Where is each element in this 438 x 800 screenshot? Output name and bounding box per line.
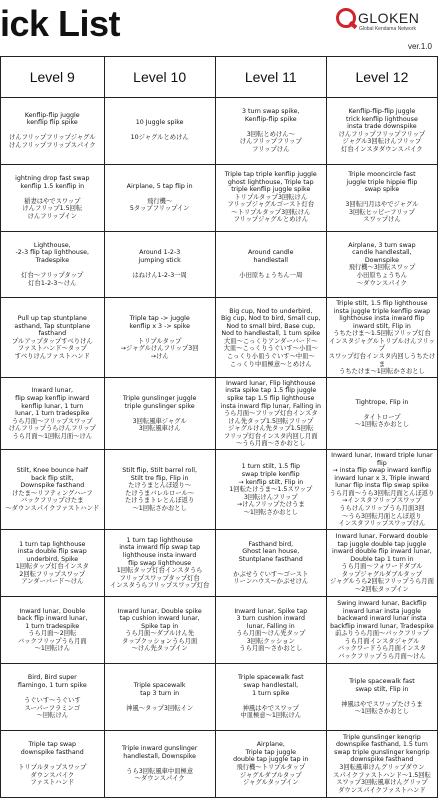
trick-cell: Triple tap -> juggle kenflip x 3 -> spike トリプルタップ →ジャグルけんフリップ3回 →けん — [104, 298, 215, 378]
trick-cell: Kenflip-flip juggle kenflip flip spike けんフリップフリップジャグル けんフリップフリップスパイク — [1, 97, 105, 164]
trick-cell: Triple tap swap downspike fasthand トリプルタップスワップ ダウンスパイク ファストハンド — [1, 731, 105, 798]
trick-cell: Triple inward gunslinger handlestall, Downspike うら3回転風車中皿極意 〜ダウンスパイク — [104, 731, 215, 798]
trick-list-table — [0, 56, 438, 798]
trick-cell: 1 turn stilt, 1.5 flip swap triple kenflip → kenflip stilt, Flip in 1回転たけうま〜1.5スワップ 3回転けんフリップ →けんフリップたけうま 〜1回転さかおとし — [215, 450, 326, 530]
trick-cell: Inward lunar, Spike tap 3 turn cushion inward lunar, Falling in うら月面〜けん先タップ 3回転クッション うら月面〜さかおとし — [215, 597, 326, 664]
trick-cell: Stilt flip, Stilt barrel roll, Stilt tre flip, Flip in たけうまとんぼ返り〜 たけうまバレルロール〜 たけうまトレとんぼ返り 〜1回転さかおとし — [104, 450, 215, 530]
trick-cell: Triple spacewalk tap 3 turn in 神風〜タップ3回転イン — [104, 664, 215, 731]
table-row — [1, 597, 438, 664]
trick-cell: Triple tap triple kenflip juggle ghost lighthouse, Triple tap triple kenflip juggle spike トリプルタップ3回転けん フリップジャグルゴースト灯台 〜トリプルタップ3回転けん フリップジャグルとめけん — [215, 164, 326, 231]
trick-cell: Around 1-2-3 jumping stick はねけん1-2-3一周 — [104, 231, 215, 298]
trick-cell: Airplane, 3 turn swap candle handlestall, Downspike 飛行機〜3回転スワップ 小田原ちょうちん 〜ダウンスパイク — [326, 231, 437, 298]
trick-list-body — [1, 57, 438, 798]
table-row — [1, 731, 438, 798]
trick-cell: Inward lunar, flip swap kenflip inward kenflip lunar, 1 turn lunar, 1 turn tradespike うら月面〜フリップスワップ けんフリップうらけんフリップ うら月面〜1回転月面〜けん — [1, 378, 105, 450]
gloken-logo-icon — [336, 8, 356, 28]
column-header-level-11: Level 11 — [215, 57, 326, 98]
column-header-level-10: Level 10 — [104, 57, 215, 98]
trick-cell: ightning drop fast swap kenflip 1.5 kenflip in 稲妻はやでスワップ けんフリップ1.5回転 けんフリップイン — [1, 164, 105, 231]
trick-cell: Big cup, Nod to underbird, Big cup, Nod to bird, Small cup, Nod to small bird, Base cup, Nod to handlestall, 1 turn spike 大皿〜こっくりアンダーバード〜 大皿〜こっくりうぐいす〜小皿〜 こっくり小皿うぐいす〜中皿〜 こっくり中皿極意〜とめけん — [215, 298, 326, 378]
trick-cell: Inward lunar, Double back flip inward lunar, 1 turn tradespike うら月面〜2回転 バックフリップうら月面 〜1回転けん — [1, 597, 105, 664]
trick-cell: Kenflip-flip-flip juggle trick kenflip lighthouse insta trade downspike けんフリップフリップフリップ ジャグル3回転けんフリップ 灯台インスタダウンスパイク — [326, 97, 437, 164]
trick-cell: Airplane, Triple tap juggle double tap juggle tap in 飛行機〜トリプルタップ ジャグルダブルタップ ジャグルタップイン — [215, 731, 326, 798]
trick-cell: Triple gunslinger juggle triple gunslinger spike 3回転風車ジャグル 3回転風車けん — [104, 378, 215, 450]
table-row — [1, 164, 438, 231]
trick-cell: Triple stilt, 1.5 flip lighthouse insta juggle triple kenflip swap lighthouse insta inward flip inward stilt, Flip in うちたけま〜1.5回転フリップ灯台 インスタジャグルトリプルけんフリップ スワップ灯台インスタ内回しうちたけま うちたけま〜1回転かさおとし — [326, 298, 437, 378]
trick-cell: Pull up tap stuntplane asthand, Tap stuntplane fasthand プルアップタップすべりけん ファストハンド〜タップ すべりけんファストハンド — [1, 298, 105, 378]
table-header-row — [1, 57, 438, 98]
table-row — [1, 97, 438, 164]
trick-cell: Lighthouse, -2-3 flip tap lighthouse, Tradespike 灯台〜フリップタップ 灯台1-2-3〜けん — [1, 231, 105, 298]
page-title: ick List — [0, 3, 121, 44]
table-row — [1, 450, 438, 530]
trick-cell: 3 turn swap spike, Kenflip-flip spike 3回転とめけん〜 けんフリップフリップ フリップけん — [215, 97, 326, 164]
trick-cell: Stilt, Knee bounce half back flip stilt, Downspike fasthand けたま〜リフティングハーフ バックフリップけたま 〜ダウンスパイクファストハンド — [1, 450, 105, 530]
table-row — [1, 231, 438, 298]
trick-cell: Inward lunar, Double spike tap cushion inward lunar, Spike tap in うら月面〜ダブルけん先 タップクッションうら月面 〜けん先タップイン — [104, 597, 215, 664]
trick-cell: Triple mooncircle fast juggle triple hippie flip swap spike 3回転円月はやでジャグル 3回転ヒッピーフリップ スワップけん — [326, 164, 437, 231]
table-row — [1, 378, 438, 450]
trick-cell: 1 turn tap lighthouse insta double flip swap underbird, Spike 1回転タップ灯台インスタ 2回転フリップスワップ アンダーバード〜けん — [1, 530, 105, 597]
trick-cell: Airplane, 5 tap flip in 飛行機〜 5タップフリップイン — [104, 164, 215, 231]
trick-cell: Triple spacewalk fast swap handlestall, 1 turn spike 神風はやでスワップ 中皿極意〜1回転けん — [215, 664, 326, 731]
table-row — [1, 530, 438, 597]
trick-cell: Triple gunslinger kenqrip downspike fasthand, 1.5 turn swap triple gunslinger kengrip downspike fasthand 3回転風車けんグリップダウン スパイクファストハンド〜1.5回転 スワップ3回転風車けんグリップ ダウンスパイクファストハンド — [326, 731, 437, 798]
trick-cell: Bird, Bird super flamingo, 1 turn spike うぐいす〜うぐいす スーパーフラミンゴ 〜回転けん — [1, 664, 105, 731]
trick-cell: Inward lunar, Inward triple lunar flip → insta flip swap inward kenflip inward lunar x 3, Triple inward lunar flip insta flip swap spike うら月面〜うら3回転月面とんぼ返り →インスタフリップスワップ うらけんフリップうら月面3回 〜うら3回転月面とんぼ返り インスタフリップスワップけん — [326, 450, 437, 530]
trick-cell: 1 turn tap lighthouse insta inward flip swap tap lighthouse insta inward flip swap lighthouse 1回転タップ灯台インスタうら フリップスワップタップ灯台 インスタうらフリップスワップ灯台 — [104, 530, 215, 597]
trick-cell: 10 Juggle spike 10ジャグルとめけん — [104, 97, 215, 164]
trick-cell: Triple spacewalk fast swap stilt, Flip in 神風はやでスワップたけうま 〜1回転さかおとし — [326, 664, 437, 731]
table-row — [1, 664, 438, 731]
trick-cell: Inward lunar, Flip lighthouse insta spike tap 1.5 flip juggle spike tap 1.5 flip lighthouse insta inward flip lunar, Falling in うら月面〜フリップ灯台インスタ けん先タップ1.5回転フリップ ジャグルけん先タップ1.5回転 フリップ灯台インスタ内回し月面 〜うら月面〜さかおとし — [215, 378, 326, 450]
trick-cell: Inward lunar, Forward double tap juggle double tap juggle inward double flip inward lunar, Double tap 1 turn in うら月面〜フォワードダブル タップジャグルダブルタップ ジャグルうら2回転フリップうら月面 〜2回転タップイン — [326, 530, 437, 597]
brand-tagline: Global Kendama Network — [359, 26, 416, 32]
column-header-level-9: Level 9 — [1, 57, 105, 98]
brand-name: GLOKEN — [358, 10, 420, 26]
trick-cell: Swing inward lunar, Backflip inward lunar insta juggle backward inward lunar insta backflip inward lunar, Tradespike 前ふりうら月面〜バックフリップ うら月面インスタジャグル バックワードうら月面インスタ バックフリップうら月面〜けん — [326, 597, 437, 664]
column-header-level-12: Level 12 — [326, 57, 437, 98]
trick-cell: Tightrope, Flip in タイトロープ 〜1回転さかおとし — [326, 378, 437, 450]
version-label: ver.1.0 — [407, 42, 432, 51]
table-row — [1, 298, 438, 378]
trick-cell: Around candle handlestall 小田原ちょうちん一周 — [215, 231, 326, 298]
trick-cell: Fasthand bird, Ghost lean house, Stuntplane fasthand かぶせうぐいす〜ゴースト リーンハウス〜かぶせけん — [215, 530, 326, 597]
